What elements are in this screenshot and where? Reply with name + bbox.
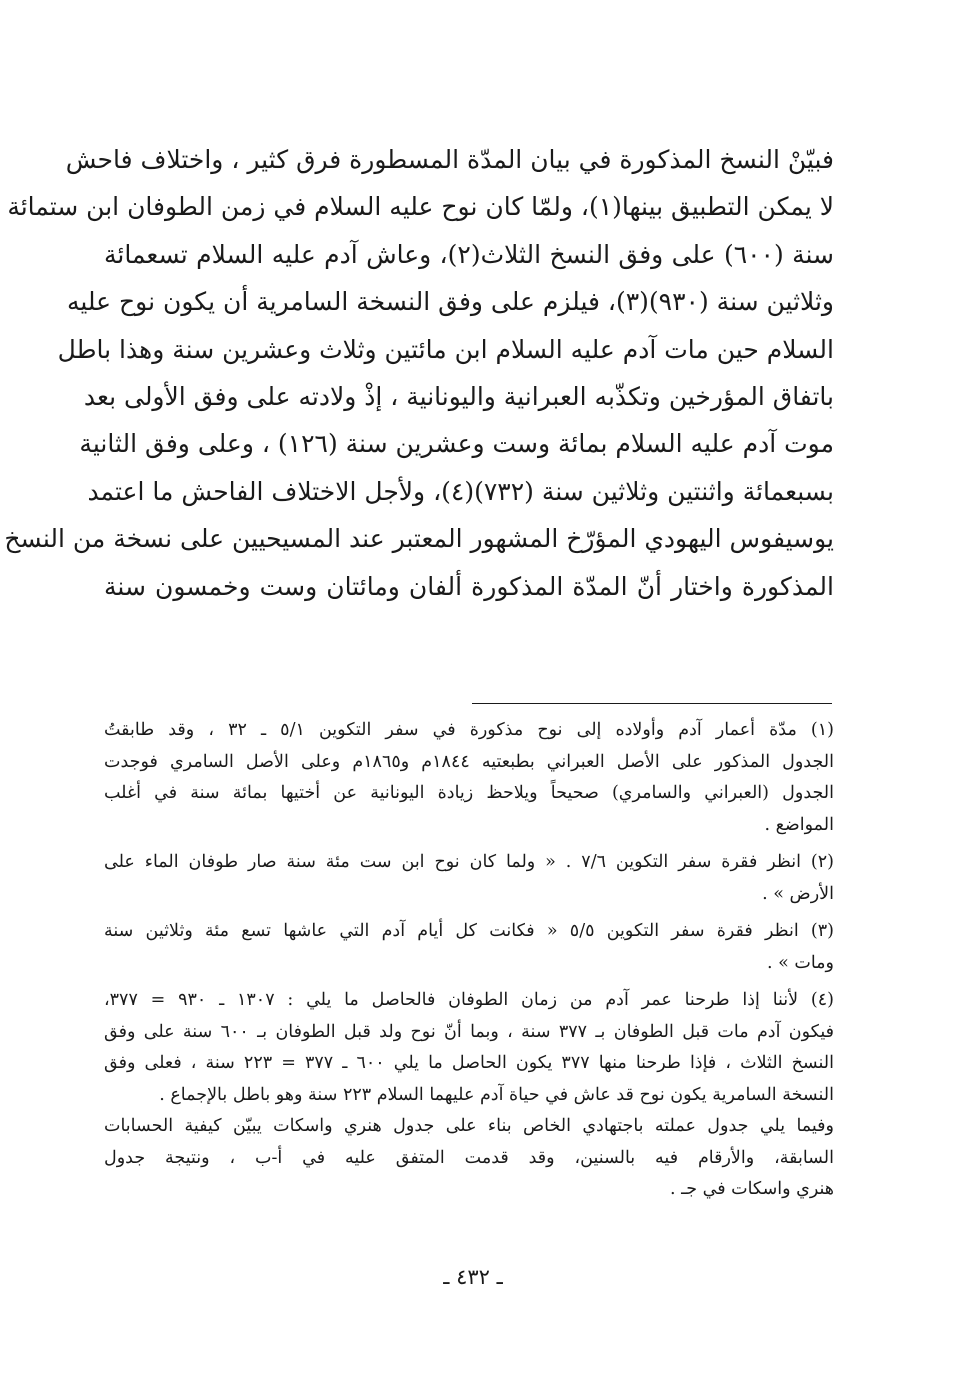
body-line: بسبعمائة واثنتين وثلاثين سنة (٧٣٢)(٤)، ولأجل الاختلاف الفاحش ما اعتمد bbox=[87, 476, 834, 506]
footnote-2 bbox=[104, 847, 834, 910]
footnote-line: (١) مدّة أعمار آدم وأولاده إلى نوح مذكورة في سفر التكوين ٥/١ ـ ٣٢ ، وقد طابقتُ bbox=[104, 720, 834, 740]
footnote-line: السابقة، والأرقام فيه بالسنين، وقد قدمت المتفق عليه في أ-ب ، ونتيجة جدول bbox=[104, 1147, 834, 1168]
footnote-line: وفيما يلي جدول عملته باجتهادي الخاص بناء على جدول هنري واسكات يبيّن كيفية الحسابات bbox=[104, 1116, 834, 1136]
body-line: باتفاق المؤرخين وتكذّبه العبرانية واليونانية ، إذْ ولادته على وفق الأولى بعد bbox=[83, 381, 834, 411]
body-line: موت آدم عليه السلام بمائة وست وعشرين سنة (١٢٦) ، وعلى وفق الثانية bbox=[79, 429, 834, 459]
main-body-text bbox=[4, 136, 834, 610]
body-line: فبيّنْ النسخ المذكورة في بيان المدّة المسطورة فرق كثير ، واختلاف فاحش bbox=[65, 145, 834, 174]
footnote-line: الجدول (العبراني والسامري) صحيحاً ويلاحظ زيادة اليونانية عن أختيها بمائة سنة في أغلب bbox=[104, 783, 834, 803]
body-line: السلام حين مات آدم عليه السلام ابن مائتين وثلاث وعشرين سنة وهذا باطل bbox=[57, 334, 834, 364]
footnote-line: (٢) انظر فقرة سفر التكوين ٧/٦ . « ولما كان نوح ابن ست مئة سنة صار طوفان الماء على bbox=[104, 852, 834, 872]
footnote-4-continuation bbox=[104, 1111, 834, 1206]
footnote-divider bbox=[472, 703, 832, 704]
footnote-1 bbox=[104, 715, 834, 841]
footnote-4 bbox=[104, 985, 834, 1111]
footnote-line: ومات » . bbox=[766, 952, 834, 973]
body-line: لا يمكن التطبيق بينها(١)، ولمّا كان نوح عليه السلام في زمن الطوفان ابن ستمائة bbox=[7, 192, 834, 222]
footnote-line: الجدول المذكور على الأصل العبراني بطبعتيه ١٨٤٤م و١٨٦٥م وعلى الأصل السامري فوجدت bbox=[104, 751, 834, 772]
footnote-line: الأرض » . bbox=[762, 883, 834, 904]
footnote-3 bbox=[104, 916, 834, 979]
body-line: وثلاثين سنة (٩٣٠)(٣)، فيلزم على وفق النسخة السامرية أن يكون نوح عليه bbox=[66, 287, 834, 317]
footnote-line: (٤) لأننا إذا طرحنا عمر آدم من زمان الطوفان فالحاصل ما يلي : ١٣٠٧ ـ ٩٣٠ = ٣٧٧، bbox=[104, 990, 834, 1010]
footnote-line: المواضع . bbox=[764, 814, 834, 835]
page-number: ـ ٤٣٢ ـ bbox=[443, 1265, 503, 1289]
footnote-line: (٣) انظر فقرة سفر التكوين ٥/٥ « فكانت كل أيام آدم التي عاشها تسع مئة وثلاثين سنة bbox=[104, 921, 834, 941]
body-line: يوسيفوس اليهودي المؤرّخ المشهور المعتبر عند المسيحيين على نسخة من النسخ bbox=[4, 524, 834, 554]
body-line: سنة (٦٠٠) على وفق النسخ الثلاث(٢)، وعاش آدم عليه السلام تسعمائة bbox=[104, 239, 834, 269]
footnotes-section bbox=[104, 715, 834, 1206]
footnote-line: النسخة السامرية يكون نوح قد عاش في حياة آدم عليهما السلام ٢٢٣ سنة وهو باطل بالإجماع . bbox=[159, 1084, 834, 1105]
footnote-line: هنري واسكات في جـ . bbox=[669, 1179, 834, 1199]
footnote-line: فيكون آدم مات قبل الطوفان بـ ٣٧٧ سنة ، وبما أنّ نوح ولد قبل الطوفان بـ ٦٠٠ سنة على وفق bbox=[104, 1021, 834, 1042]
footnote-line: النسخ الثلاث ، فإذا طرحنا منها ٣٧٧ يكون الحاصل ما يلي ٦٠٠ ـ ٣٧٧ = ٢٢٣ سنة ، فعلى وفق bbox=[104, 1053, 834, 1073]
body-line: المذكورة واختار أنّ المدّة المذكورة ألفان ومائتان وست وخمسون سنة bbox=[104, 571, 834, 601]
